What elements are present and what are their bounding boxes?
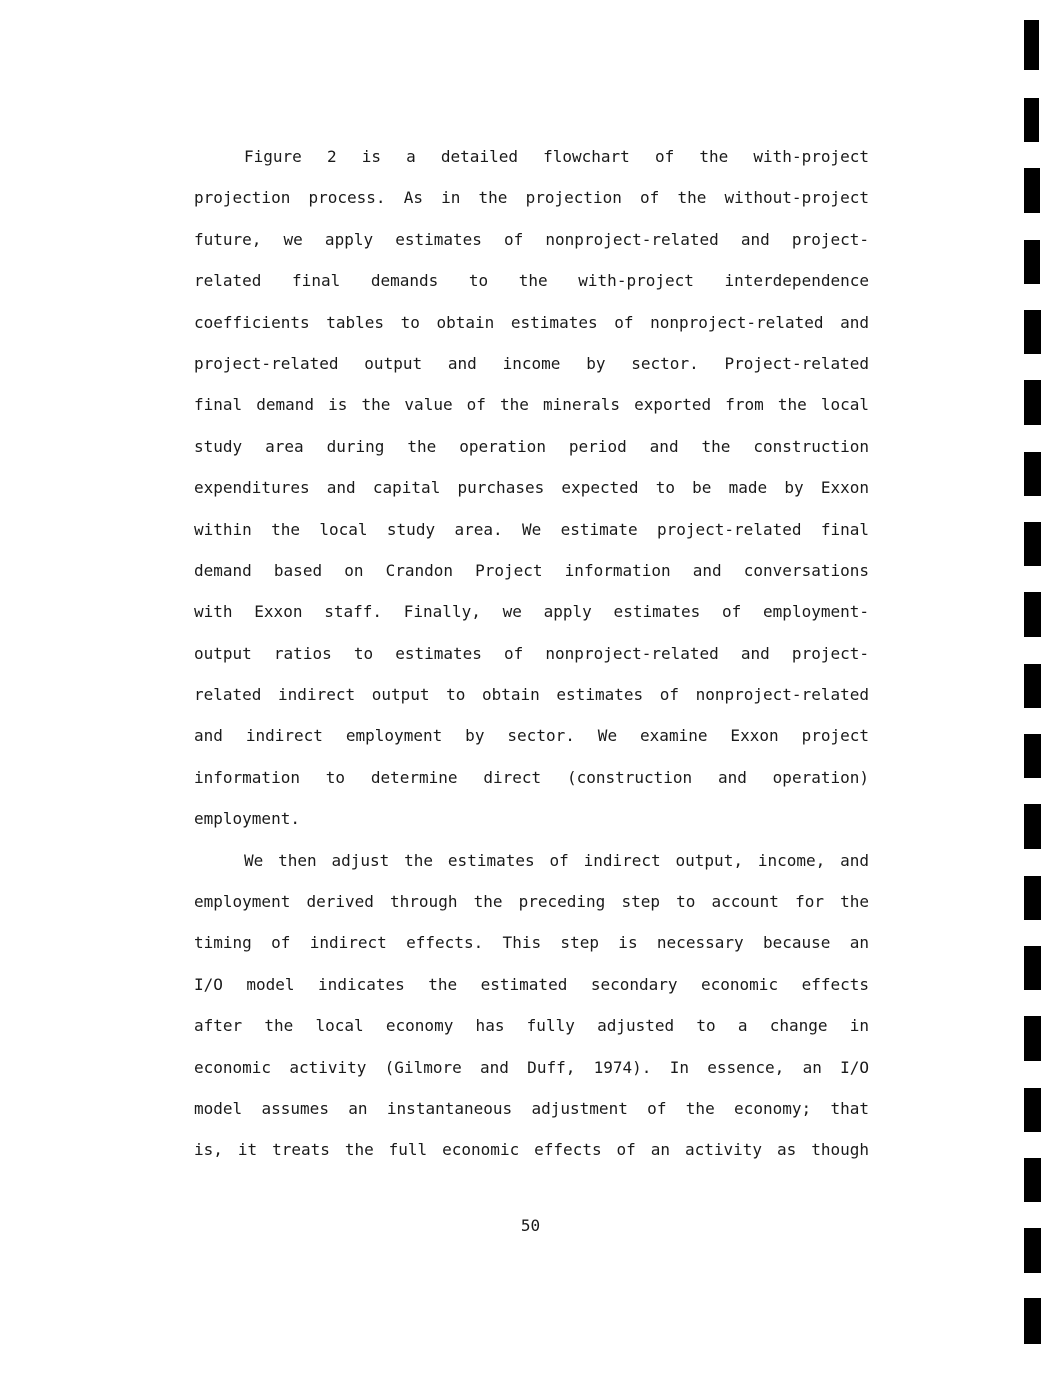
text-line: expenditures and capital purchases expected to be made by Exxon [194,478,869,498]
text-line: with Exxon staff. Finally, we apply estimates of employment- [194,602,869,622]
paragraph-2 [194,848,869,1179]
text-line: within the local study area. We estimate project-related final [194,519,869,539]
text-line: coefficients tables to obtain estimates of nonproject-related and [194,312,869,332]
text-line: timing of indirect effects. This step is necessary because an [194,933,869,953]
text-line: is, it treats the full economic effects of an activity as though [194,1140,869,1160]
edge-mark [1024,168,1040,213]
edge-mark [1024,1158,1041,1202]
text-line: Figure 2 is a detailed flowchart of the with-project [244,147,869,166]
edge-mark [1024,946,1041,990]
page-number: 50 [520,1216,541,1235]
edge-mark [1024,1016,1041,1061]
text-line: related indirect output to obtain estimates of nonproject-related [194,685,869,705]
edge-mark [1024,734,1041,778]
paragraph-1 [194,144,869,848]
edge-mark [1024,522,1041,566]
edge-mark [1024,380,1041,425]
text-line: employment derived through the preceding step to account for the [194,892,869,912]
text-line: output ratios to estimates of nonproject-related and project- [194,643,869,663]
edge-mark [1024,310,1041,354]
edge-mark [1024,452,1041,496]
edge-mark [1024,1298,1041,1344]
text-line: demand based on Crandon Project information and conversations [194,560,869,580]
text-line: employment. [194,809,300,829]
edge-mark [1024,20,1039,70]
text-line: We then adjust the estimates of indirect output, income, and [244,850,869,870]
edge-mark [1024,592,1041,637]
text-line: and indirect employment by sector. We examine Exxon project [194,726,869,746]
text-line: I/O model indicates the estimated secondary economic effects [194,974,869,994]
text-line: economic activity (Gilmore and Duff, 1974). In essence, an I/O [194,1057,869,1077]
text-line: model assumes an instantaneous adjustment of the economy; that [194,1098,869,1118]
body-text [194,144,869,1179]
edge-mark [1024,1228,1041,1273]
text-line: projection process. As in the projection of the without-project [194,188,869,208]
edge-mark [1024,1088,1041,1132]
edge-mark [1024,876,1041,920]
text-line: related final demands to the with-project interdependence [194,271,869,291]
text-line: final demand is the value of the minerals exported from the local [194,395,869,415]
text-line: future, we apply estimates of nonproject-related and project- [194,229,869,249]
edge-mark [1024,664,1041,708]
edge-mark [1024,98,1039,142]
text-line: information to determine direct (construction and operation) [194,767,869,787]
text-line: after the local economy has fully adjusted to a change in [194,1016,869,1036]
edge-mark [1024,240,1040,284]
edge-mark [1024,804,1041,849]
text-line: project-related output and income by sector. Project-related [194,353,869,373]
scan-edge-marks [1024,0,1048,1380]
text-line: study area during the operation period and the construction [194,436,869,456]
